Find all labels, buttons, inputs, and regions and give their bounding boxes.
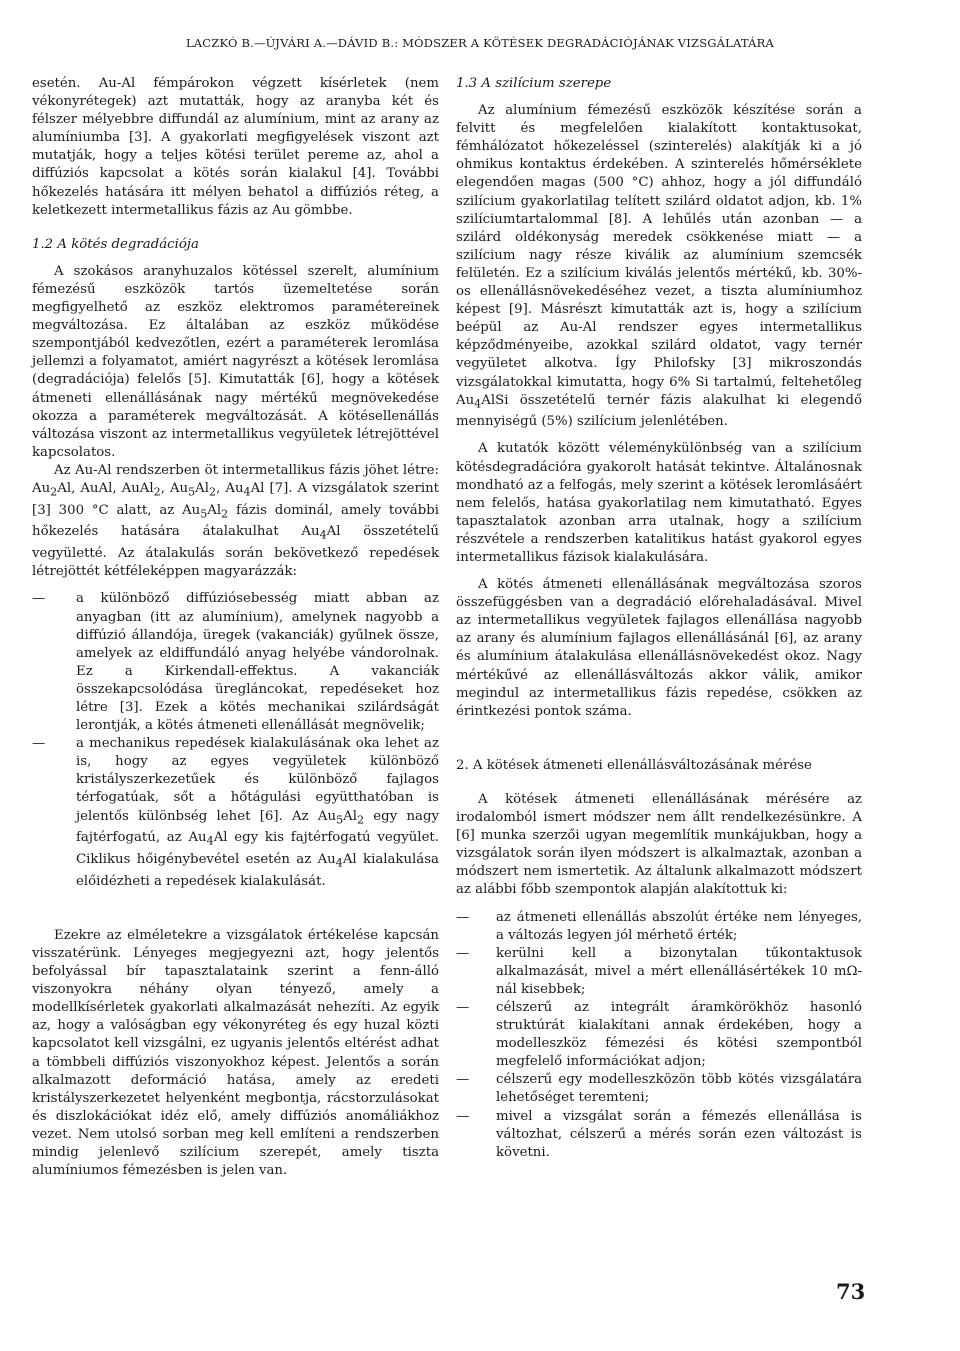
crack-explanations-list bbox=[32, 590, 439, 890]
list-item: — célszerű egy modelleszközön több kötés vizsgálatára lehetőséget teremteni; bbox=[456, 1072, 862, 1106]
method-criteria-list bbox=[456, 909, 862, 1162]
section-heading-1-2: 1.2 A kötés degradációja bbox=[32, 236, 199, 252]
paragraph-measurement-method: A kötések átmeneti ellenállásának mérésére az irodalomból ismert módszer nem állt rendelkezésünkre. A [6] munka szerzői ugyan megemlítik munkájukban, hogy a vizsgálatok során ilyen módszert is alkalmaztak, azonban a módszert nem ismertetik. Az általunk alkalmazott módszert az alábbi főbb szempontok alapján alakítottuk ki: bbox=[456, 791, 862, 898]
section-heading-1-3: 1.3 A szilícium szerepe bbox=[456, 76, 612, 91]
paragraph-continuation: esetén. Au-Al fémpárokon végzett kísérletek (nem vékonyrétegek) azt mutatták, hogy az aranyba két és félszer mélyebbre diffundál az alumínium, mint az arany az alumíniumba [3]. A gyakorlati megfigyelések viszont azt mutatják, hogy a teljes kötési terület pereme az, ahol a diffúziós kapcsolat a kötés során kialakul [4]. További hőkezelés hatására itt mélyen behatol a diffúziós réteg, a keletkezett intermetallikus fázis az Au gömbbe. bbox=[32, 76, 439, 218]
list-item: — mivel a vizsgálat során a fémezés ellenállása is változhat, célszerű a mérés során ezen változást is követni. bbox=[456, 1108, 862, 1160]
right-column bbox=[456, 75, 862, 1162]
paragraph-model-experiments: Ezekre az elméletekre a vizsgálatok értékelése kapcsán visszatérünk. Lényeges megjegyezni azt, hogy jelentős befolyással bír tapasztalataink szerint a fenn-álló viszonyokra néhány olyan tényező, amely a modellkísérletek gyakorlati alkalmazását nehezíti. Az egyik az, hogy a valóságban egy vékonyréteg és egy huzal közti kapcsolatot kell vizsgálni, ez ugyanis jelentős eltérést adhat a tömbbeli diffúziós viszonyokhoz képest. Jelentős a során alkalmazott deformáció hatása, amely az eredeti kristályszerkezetet helyenként megbontja, rácstorzulásokat és diszlokációkat idéz elő, amely diffúziós anomáliákhoz vezet. Nem utolsó sorban meg kell említeni a rendszerben mindig jelenlevő szilícium szerepét, amely tiszta alumíniumos fémezésben is jelen van. bbox=[32, 927, 439, 1179]
left-column bbox=[32, 75, 439, 1180]
paragraph-degradation: A szokásos aranyhuzalos kötéssel szerelt, alumínium fémezésű eszközök tartós üzemeltetése során megfigyelhető az eszköz elektromos paramétereinek megváltozása. Ez általában az eszköz működése szempontjából kedvezőtlen, ezért a paraméterek leromlása jellemzi a folyamatot, amiért nagyrészt a kötések leromlása (degradációja) felelős [5]. Kimutatták [6], hogy a kötések átmeneti ellenállásának nagy mértékű megnövekedése okozza a paraméterek megváltozását. A kötésellenállás változása viszont az intermetallikus vegyületek létrejöttével kapcsolatos. bbox=[32, 263, 439, 460]
running-header: LACZKÓ B.—ÚJVÁRI A.—DÁVID B.: MÓDSZER A KÖTÉSEK DEGRADÁCIÓJÁNAK VIZSGÁLATÁRA bbox=[185, 36, 775, 50]
page-number: 73 bbox=[836, 1279, 866, 1304]
paragraph-researcher-opinions: A kutatók között véleménykülönbség van a szilícium kötésdegradációra gyakorolt hatását tekintve. Általánosnak mondható az a felfogás, mely szerint a kötések leromlásáért nem felelős, hatása gyakorlatilag nem kimutatható. Egyes tapasztalatok azonban arra utalnak, hogy a szilícium részvétele a rendszerben katalitikus hatást gyakorol egyes intermetallikus fázisok kialakulására. bbox=[456, 441, 862, 565]
paragraph-intermetallic-phases: Az Au-Al rendszerben öt intermetallikus fázis jöhet létre: $Au_2Al$, AuAl, AuAl$_2$, $Au_5Al_2$, $Au_4Al$ [7]. A vizsgálatok szerint [3] 300 °C alatt, az $Au_5Al_2$ fázis dominál, amely további hőkezelés hatására átalakulhat $Au_4Al$ összetételű vegyületté. Az átalakulás során bekövetkező repedések létrejöttét kétféleképpen magyarázzák: bbox=[32, 462, 440, 580]
section-heading-2: 2. A kötések átmeneti ellenállásváltozásának mérése bbox=[456, 757, 812, 773]
list-item: — célszerű az integrált áramkörökhöz hasonló struktúrát kialakítani annak érdekében, hogy a modelleszköz fémezési és kötési szempontból megfelelő információkat adjon; bbox=[456, 999, 862, 1070]
list-item: — az átmeneti ellenállás abszolút értéke nem lényeges, a változás legyen jól mérhető érték; bbox=[456, 909, 862, 943]
paragraph-silicon-role: Az alumínium fémezésű eszközök készítése során a felvitt és megfelelően kialakított kontaktusokat, fémhálózatot hőkezeléssel (szinterelés) alakítják ki a jó ohmikus kontaktus érdekében. A szinterelés hőmérséklete elegendően magas (500 °C) ahhoz, hogy a jól diffundáló szilícium gyakorlatilag telített szilárd oldatot adjon, kb. 1% szilíciumtartalommal [8]. A lehűlés után azonban — a szilárd oldékonyság meredek csökkenése miatt — a szilícium nagy része kiválik az alumínium szemcsék felületén. Ez a szilícium kiválás jelentős mértékű, kb. 30%-os ellenállásnövekedéséhez vezet, a tiszta alumíniumhoz képest [9]. Másrészt kimutatták azt is, hogy a szilícium beépül az Au-Al rendszer egyes intermetallikus képződményeibe, azokkal szilárd oldatot, vagy ternér vegyületet alkotva. Így Philofsky [3] mikroszondás vizsgálatokkal kimutatta, hogy 6% Si tartalmú, feltehetőleg $Au_4AlSi$ összetételű ternér fázis alakulhat ki elegendő mennyiségű (5%) szilícium jelenlétében. bbox=[456, 103, 862, 430]
list-item: — kerülni kell a bizonytalan tűkontaktusok alkalmazását, mivel a mért ellenállásértékek 10 mΩ-nál kisebbek; bbox=[456, 945, 862, 997]
paragraph-resistance-change: A kötés átmeneti ellenállásának megváltozása szoros összefüggésben van a degradáció előrehaladásával. Mivel az intermetallikus vegyületek fajlagos ellenállása nagyobb az arany és alumínium fajlagos ellenállásánál [6], az arany és alumínium átalakulása ellenállásnövekedést okoz. Nagy mértékűvé az ellenállásváltozás akkor válik, amikor megindul az intermetallikus fázis repedése, csökken az érintkezési pontok száma. bbox=[456, 577, 862, 719]
list-item: — a mechanikus repedések kialakulásának oka lehet az is, hogy az egyes vegyületek különböző kristályszerkezetűek és különböző fajlagos térfogatúak, sőt a hőtágulási együtthatóban is jelentős különbség lehet [6]. Az $Au_5Al_2$ egy nagy fajtérfogatú, az $Au_4Al$ egy kis fajtérfogatú vegyület. Ciklikus hőigénybevétel esetén az $Au_4Al$ kialakulása előidézheti a repedések kialakulását. bbox=[32, 736, 440, 889]
list-item: — a különböző diffúziósebesség miatt abban az anyagban (itt az alumínium), amelynek nagyobb a diffúzió állandója, üregek (vakanciák) gyűlnek össze, amelyek az eldiffundáló anyag helyébe vándorolnak. Ez a Kirkendall-effektus. A vakanciák összekapcsolódása üregláncokat, repedéseket hoz létre [3]. Ezek a kötés mechanikai szilárdságát lerontják, a kötés átmeneti ellenállását megnövelik; bbox=[32, 591, 439, 734]
